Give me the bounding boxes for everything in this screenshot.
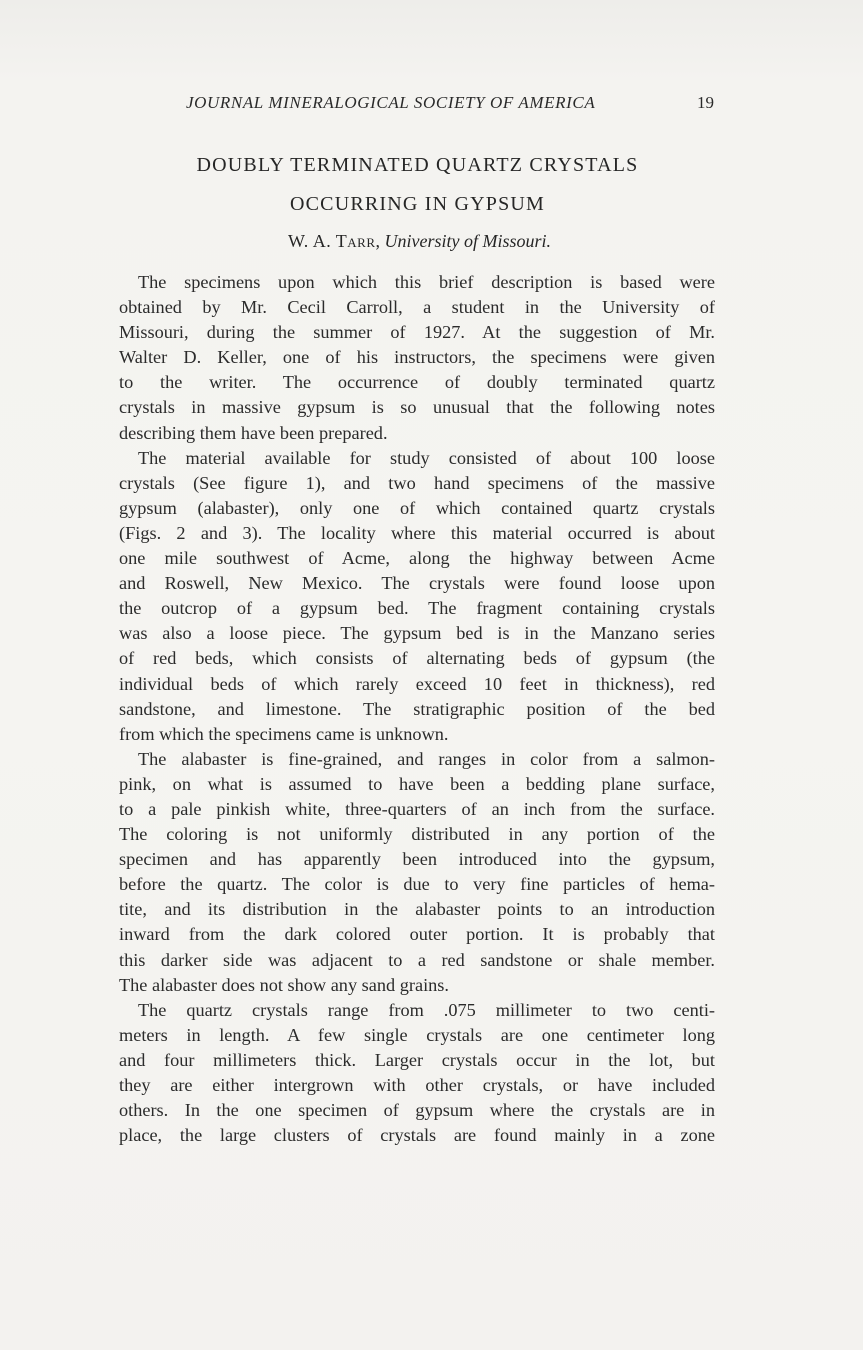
text-line: to a pale pinkish white, three-quarters of an inch from the surface. — [119, 798, 715, 819]
paragraph-3 — [119, 747, 715, 998]
text-line: pink, on what is assumed to have been a bedding plane surface, — [119, 773, 715, 794]
text-line: Walter D. Keller, one of his instructors, the specimens were given — [119, 347, 715, 368]
text-line: inward from the dark colored outer portion. It is probably that — [119, 924, 715, 945]
text-line: place, the large clusters of crystals are found mainly in a zone — [119, 1125, 715, 1146]
text-line: they are either intergrown with other crystals, or have included — [119, 1075, 715, 1095]
text-line: sandstone, and limestone. The stratigraphic position of the bed — [119, 698, 715, 719]
paragraph-2 — [119, 446, 715, 747]
text-line: the outcrop of a gypsum bed. The fragment containing crystals — [119, 598, 715, 619]
text-line: from which the specimens came is unknown. — [119, 723, 449, 744]
article-title-line-2: OCCURRING IN GYPSUM — [289, 193, 546, 215]
text-line: and Roswell, New Mexico. The crystals were found loose upon — [119, 573, 715, 594]
text-line: meters in length. A few single crystals are one centimeter long — [119, 1024, 715, 1045]
text-line: describing them have been prepared. — [119, 422, 388, 443]
text-line: gypsum (alabaster), only one of which contained quartz crystals — [119, 497, 715, 518]
text-line: Missouri, during the summer of 1927. At the suggestion of Mr. — [119, 322, 715, 343]
text-line: one mile southwest of Acme, along the highway between Acme — [119, 548, 715, 569]
running-head: JOURNAL MINERALOGICAL SOCIETY OF AMERICA — [186, 93, 596, 112]
text-line: of red beds, which consists of alternating beds of gypsum (the — [119, 648, 715, 669]
author-affiliation: University of Missouri. — [384, 231, 552, 251]
article-body — [119, 270, 715, 1148]
paragraph-4 — [119, 998, 715, 1149]
byline — [0, 231, 851, 252]
article-title-line-1: DOUBLY TERMINATED QUARTZ CRYSTALS — [196, 154, 639, 176]
text-line: The quartz crystals range from .075 millimeter to two centi- — [138, 999, 715, 1020]
author-initials: W. A. — [287, 231, 332, 251]
text-line: specimen and has apparently been introduced into the gypsum, — [119, 849, 715, 870]
text-line: The coloring is not uniformly distributed in any portion of the — [119, 824, 715, 845]
text-line: crystals in massive gypsum is so unusual that the following notes — [119, 397, 715, 418]
text-line: tite, and its distribution in the alabaster points to an introduction — [119, 899, 715, 920]
text-line: this darker side was adjacent to a red sandstone or shale member. — [119, 949, 715, 970]
text-line: to the writer. The occurrence of doubly terminated quartz — [119, 372, 715, 393]
text-line: and four millimeters thick. Larger crystals occur in the lot, but — [119, 1049, 715, 1070]
author-surname: Tarr — [335, 231, 376, 251]
byline-separator: , — [375, 231, 385, 251]
paragraph-1 — [119, 270, 715, 446]
text-line: others. In the one specimen of gypsum where the crystals are in — [119, 1100, 715, 1121]
text-line: The material available for study consisted of about 100 loose — [138, 447, 715, 468]
text-line: The specimens upon which this brief description is based were — [138, 272, 715, 292]
text-line: The alabaster does not show any sand grains. — [119, 974, 449, 995]
page-number: 19 — [697, 93, 714, 112]
text-line: (Figs. 2 and 3). The locality where this material occurred is about — [119, 522, 715, 543]
text-line: crystals (See figure 1), and two hand specimens of the massive — [119, 472, 715, 493]
text-line: obtained by Mr. Cecil Carroll, a student in the University of — [119, 297, 715, 318]
text-line: The alabaster is fine-grained, and ranges in color from a salmon- — [138, 748, 715, 769]
text-line: individual beds of which rarely exceed 10 feet in thickness), red — [119, 673, 715, 694]
text-line: before the quartz. The color is due to very fine particles of hema- — [119, 874, 715, 895]
text-line: was also a loose piece. The gypsum bed is in the Manzano series — [119, 623, 715, 644]
